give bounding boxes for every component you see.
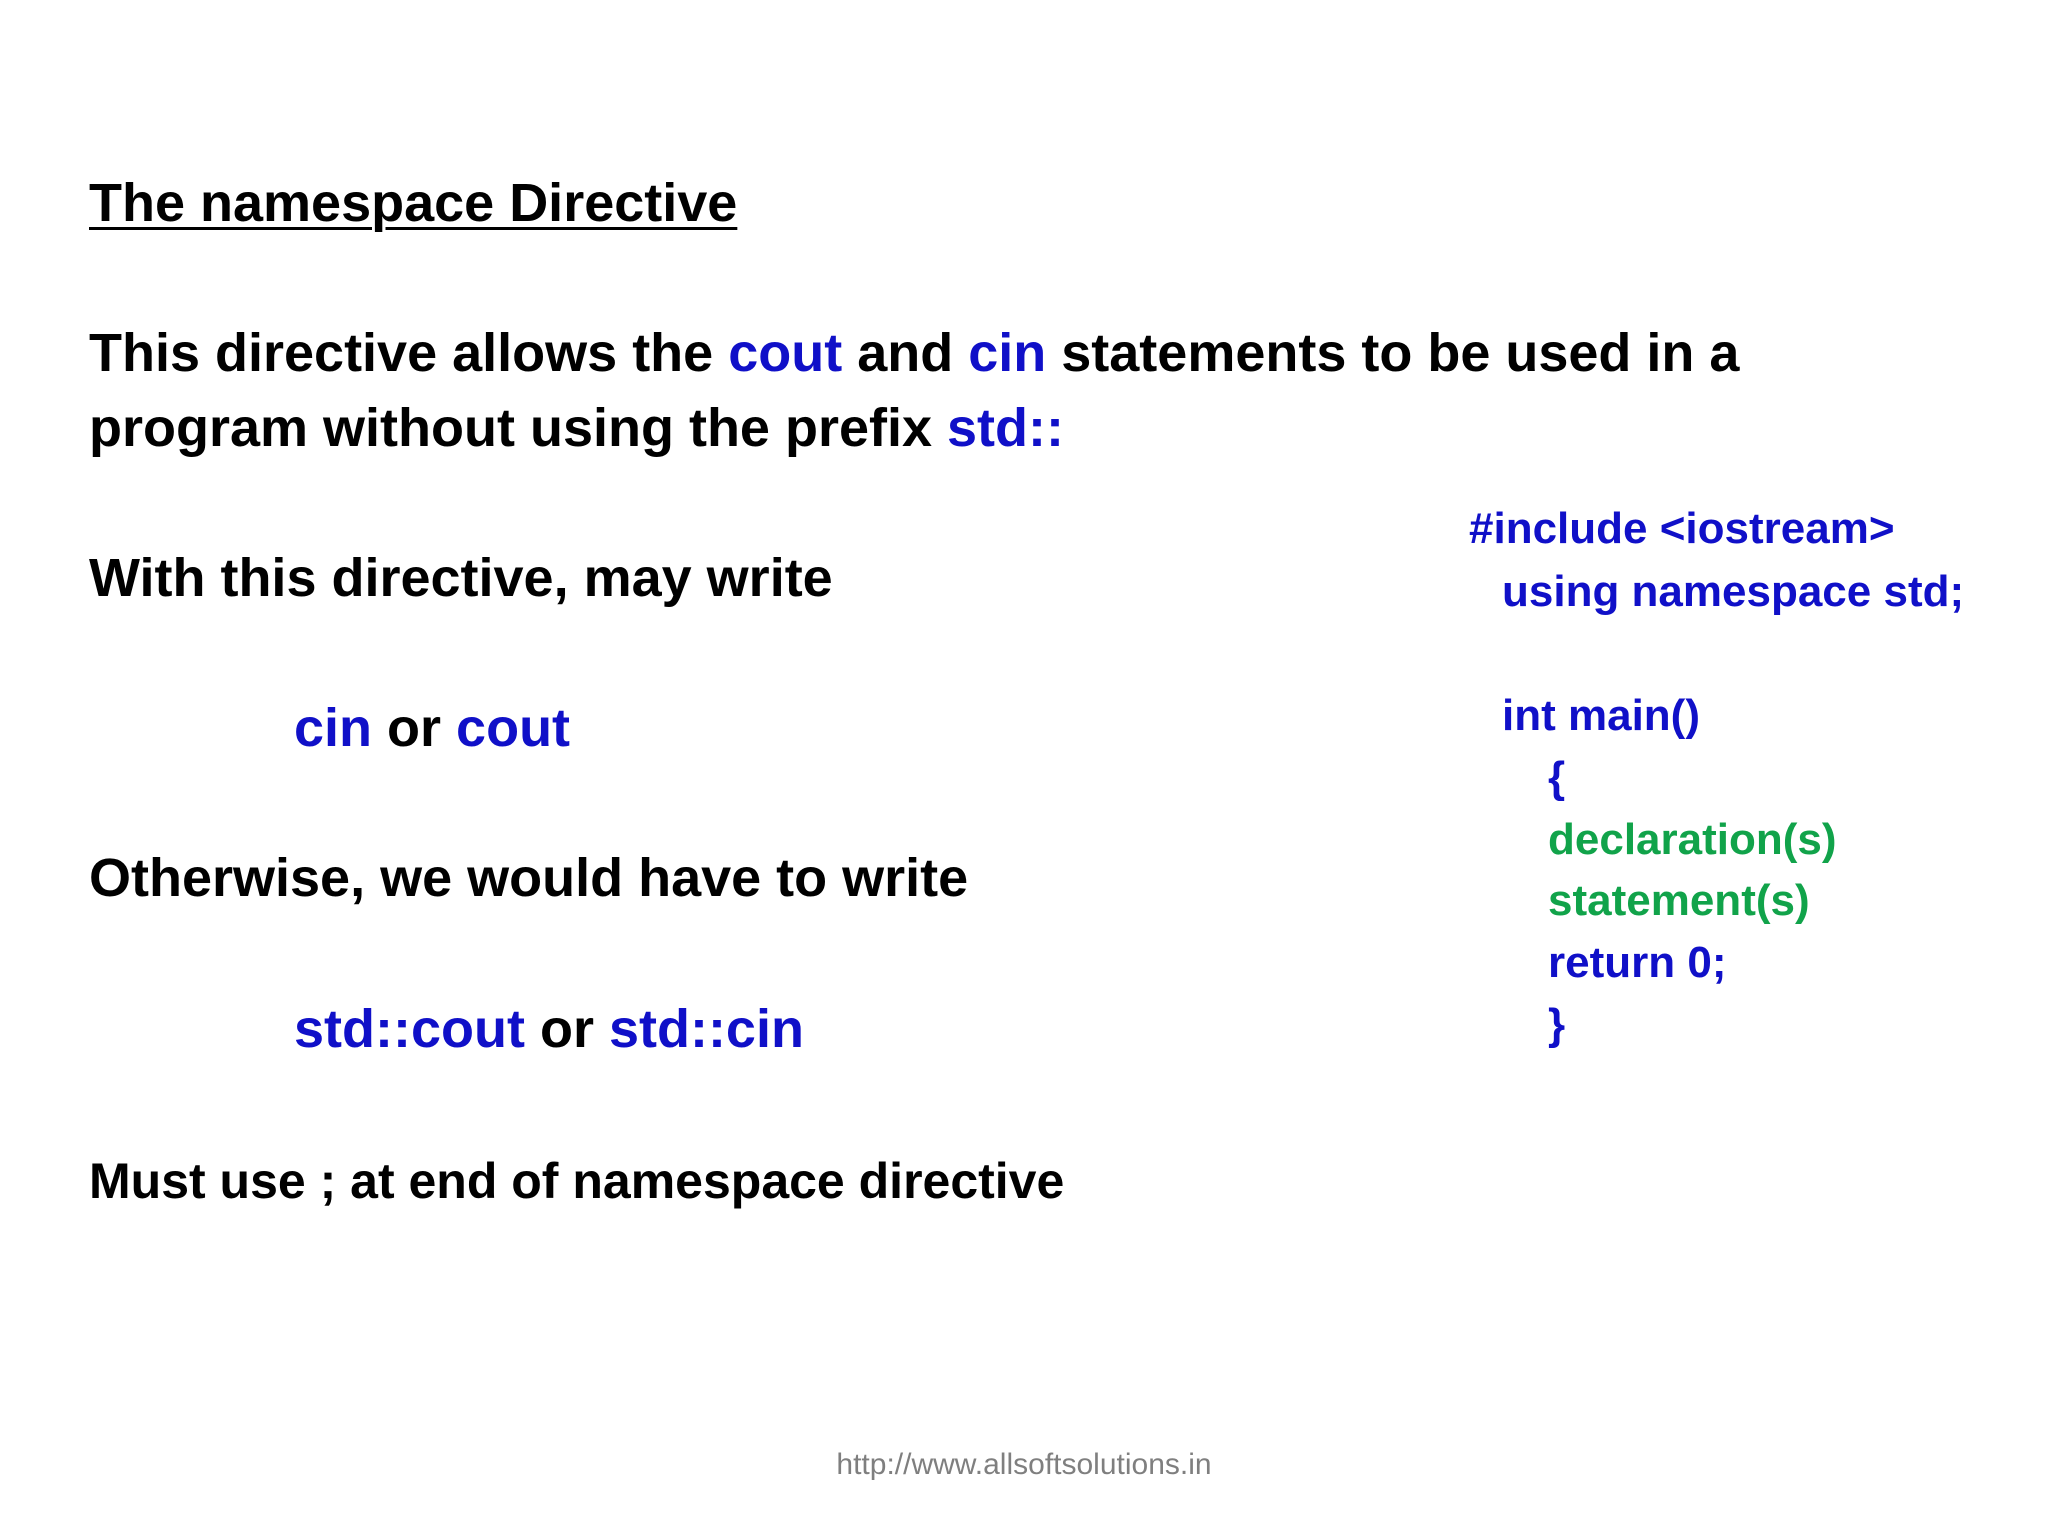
keyword-cin: cin: [968, 323, 1047, 383]
code-return-line: return 0;: [1548, 938, 1727, 987]
intro-text: This directive allows the: [89, 323, 729, 383]
code-include-line: #include <iostream>: [1469, 504, 1895, 553]
short-example-line: [294, 697, 570, 759]
long-example-line: [294, 998, 804, 1060]
intro-text: program without using the prefix: [89, 398, 948, 458]
code-declarations-line: declaration(s): [1548, 815, 1837, 864]
code-open-brace: {: [1548, 753, 1566, 802]
intro-line-2: [89, 397, 1064, 459]
keyword-std-cin: std::cin: [608, 999, 804, 1059]
intro-text: statements to be used in a: [1046, 323, 1740, 383]
otherwise-line: Otherwise, we would have to write: [89, 848, 969, 908]
intro-text: and: [842, 323, 969, 383]
keyword-std-cout: std::cout: [294, 999, 525, 1059]
code-main-line: int main(): [1502, 691, 1700, 740]
code-statements-line: statement(s): [1548, 876, 1810, 925]
code-using-line: using namespace std;: [1502, 567, 1965, 616]
with-directive-line: With this directive, may write: [89, 548, 833, 608]
keyword-cout: cout: [728, 323, 843, 383]
note-line: Must use ; at end of namespace directive: [89, 1153, 1065, 1209]
slide-title: The namespace Directive: [89, 173, 738, 233]
intro-line-1: [89, 322, 1739, 384]
separator-or: or: [524, 999, 609, 1059]
keyword-cin: cin: [294, 698, 373, 758]
keyword-cout: cout: [456, 698, 571, 758]
code-close-brace: }: [1548, 1000, 1566, 1049]
separator-or: or: [372, 698, 457, 758]
keyword-std-prefix: std::: [947, 398, 1064, 458]
footer-url: http://www.allsoftsolutions.in: [836, 1448, 1212, 1481]
